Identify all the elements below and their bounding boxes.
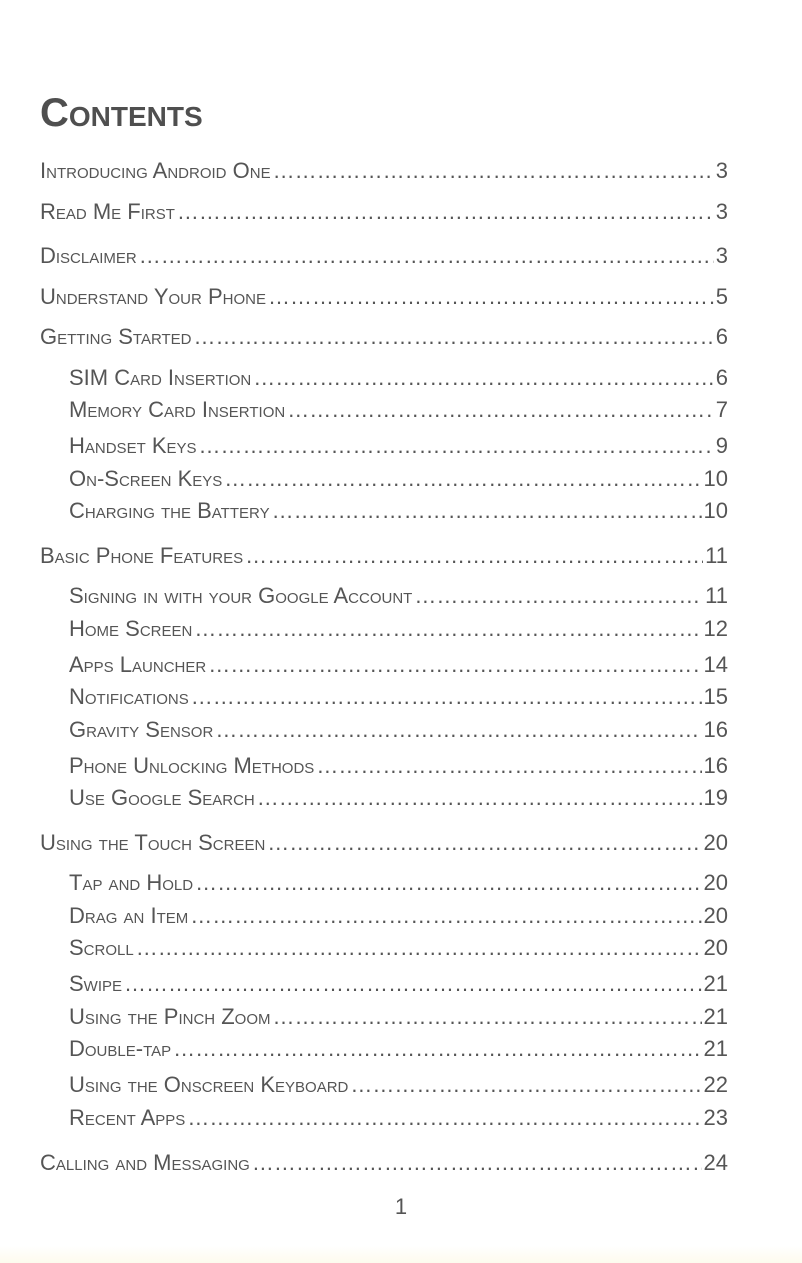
toc-entry-getting-started[interactable]	[40, 326, 728, 348]
toc-entry-memory-card-insertion[interactable]	[69, 399, 728, 421]
toc-entry-label: Notifications	[69, 684, 189, 709]
toc-entry-page: 11	[705, 543, 728, 568]
toc-entry-gravity-sensor[interactable]	[69, 719, 728, 741]
toc-entry-read-me-first[interactable]	[40, 201, 728, 223]
toc-leader-dots	[195, 872, 701, 894]
toc-entry-charging-the-battery[interactable]	[69, 500, 728, 522]
toc-entry-page: 16	[703, 717, 728, 742]
toc-leader-dots	[245, 545, 703, 567]
toc-entry-page: 7	[715, 397, 728, 422]
toc-entry-page: 10	[703, 498, 728, 523]
toc-entry-label: Disclaimer	[40, 243, 137, 268]
toc-leader-dots	[252, 1152, 702, 1174]
toc-entry-tap-and-hold[interactable]	[69, 872, 728, 894]
toc-entry-swipe[interactable]	[69, 973, 728, 995]
toc-entry-introducing-android-one[interactable]	[40, 160, 728, 182]
toc-entry-label: Scroll	[69, 935, 134, 960]
toc-entry-page: 6	[715, 324, 728, 349]
toc-entry-label: Using the Touch Screen	[40, 830, 266, 855]
toc-entry-basic-phone-features[interactable]	[40, 545, 728, 567]
toc-entry-label: Read Me First	[40, 199, 175, 224]
toc-leader-dots	[272, 500, 702, 522]
toc-leader-dots	[191, 686, 702, 708]
toc-leader-dots	[199, 435, 714, 457]
toc-entry-label: Tap and Hold	[69, 870, 194, 895]
toc-entry-page: 20	[703, 870, 728, 895]
toc-entry-page: 21	[703, 1004, 728, 1029]
toc-entry-page: 10	[703, 466, 728, 491]
toc-entry-label: Drag an Item	[69, 903, 189, 928]
toc-leader-dots	[194, 618, 701, 640]
toc-entry-label: Swipe	[69, 971, 123, 996]
toc-entry-page: 16	[703, 753, 728, 778]
toc-entry-page: 12	[703, 616, 728, 641]
toc-leader-dots	[273, 160, 714, 182]
toc-leader-dots	[136, 937, 702, 959]
toc-leader-dots	[215, 719, 701, 741]
toc-entry-label: Basic Phone Features	[40, 543, 244, 568]
toc-entry-label: SIM Card Insertion	[69, 365, 252, 390]
toc-entry-on-screen-keys[interactable]	[69, 468, 728, 490]
toc-entry-label: Gravity Sensor	[69, 717, 214, 742]
toc-entry-page: 15	[703, 684, 728, 709]
toc-entry-label: Recent Apps	[69, 1105, 186, 1130]
toc-leader-dots	[273, 1006, 702, 1028]
toc-entry-label: Phone Unlocking Methods	[69, 753, 315, 778]
toc-entry-notifications[interactable]	[69, 686, 728, 708]
toc-entry-scroll[interactable]	[69, 937, 728, 959]
toc-leader-dots	[257, 787, 702, 809]
toc-entry-handset-keys[interactable]	[69, 435, 728, 457]
toc-entry-page: 14	[703, 652, 728, 677]
toc-leader-dots	[177, 201, 714, 223]
toc-entry-label: Using the Onscreen Keyboard	[69, 1072, 349, 1097]
page-bottom-edge	[0, 1246, 802, 1263]
toc-entry-label: Calling and Messaging	[40, 1150, 250, 1175]
toc-entry-label: Charging the Battery	[69, 498, 270, 523]
toc-entry-drag-an-item[interactable]	[69, 905, 728, 927]
toc-entry-page: 3	[715, 243, 728, 268]
toc-entry-double-tap[interactable]	[69, 1038, 728, 1060]
toc-entry-page: 3	[715, 199, 728, 224]
toc-leader-dots	[350, 1074, 701, 1096]
toc-leader-dots	[268, 286, 714, 308]
toc-entry-page: 20	[703, 830, 728, 855]
toc-entry-page: 11	[705, 583, 728, 608]
toc-leader-dots	[190, 905, 701, 927]
toc-leader-dots	[224, 468, 701, 490]
toc-entry-home-screen[interactable]	[69, 618, 728, 640]
toc-entry-label: Apps Launcher	[69, 652, 207, 677]
toc-entry-label: Memory Card Insertion	[69, 397, 286, 422]
toc-entry-label: Home Screen	[69, 616, 193, 641]
toc-leader-dots	[267, 832, 701, 854]
toc-entry-disclaimer[interactable]	[40, 245, 728, 267]
toc-entry-label: Double-tap	[69, 1036, 172, 1061]
toc-entry-page: 20	[703, 935, 728, 960]
toc-entry-using-the-pinch-zoom[interactable]	[69, 1006, 728, 1028]
toc-leader-dots	[194, 326, 714, 348]
toc-entry-using-the-onscreen-keyboard[interactable]	[69, 1074, 728, 1096]
toc-entry-signing-in-google-account[interactable]	[69, 585, 728, 607]
toc-entry-page: 23	[703, 1105, 728, 1130]
toc-entry-page: 24	[703, 1150, 728, 1175]
toc-entry-label: Introducing Android One	[40, 158, 271, 183]
toc-leader-dots	[208, 654, 701, 676]
toc-leader-dots	[414, 585, 703, 607]
toc-entry-label: Getting Started	[40, 324, 192, 349]
toc-leader-dots	[124, 973, 702, 995]
toc-leader-dots	[253, 367, 714, 389]
toc-entry-page: 19	[703, 785, 728, 810]
toc-entry-page: 22	[703, 1072, 728, 1097]
toc-leader-dots	[287, 399, 714, 421]
toc-entry-use-google-search[interactable]	[69, 787, 728, 809]
toc-entry-label: Handset Keys	[69, 433, 197, 458]
page-title: Contents	[40, 91, 203, 135]
toc-entry-page: 21	[703, 1036, 728, 1061]
toc-leader-dots	[173, 1038, 701, 1060]
toc-entry-page: 5	[715, 284, 728, 309]
toc-leader-dots	[139, 245, 714, 267]
toc-entry-page: 9	[715, 433, 728, 458]
toc-entry-label: Signing in with your Google Account	[69, 583, 413, 608]
page-number: 1	[394, 1194, 408, 1219]
toc-entry-label: Understand Your Phone	[40, 284, 266, 309]
toc-entry-label: Use Google Search	[69, 785, 255, 810]
toc-entry-using-the-touch-screen[interactable]	[40, 832, 728, 854]
toc-entry-recent-apps[interactable]	[69, 1107, 728, 1129]
toc-entry-page: 3	[715, 158, 728, 183]
toc-entry-page: 21	[703, 971, 728, 996]
toc-entry-page: 6	[715, 365, 728, 390]
toc-entry-label: On-Screen Keys	[69, 466, 223, 491]
toc-entry-label: Using the Pinch Zoom	[69, 1004, 271, 1029]
toc-leader-dots	[187, 1107, 701, 1129]
toc-entry-page: 20	[703, 903, 728, 928]
toc-entry-phone-unlocking-methods[interactable]	[69, 755, 728, 777]
toc-leader-dots	[316, 755, 701, 777]
toc-entry-sim-card-insertion[interactable]	[69, 367, 728, 389]
toc-entry-understand-your-phone[interactable]	[40, 286, 728, 308]
toc-entry-apps-launcher[interactable]	[69, 654, 728, 676]
toc-entry-calling-and-messaging[interactable]	[40, 1152, 728, 1174]
